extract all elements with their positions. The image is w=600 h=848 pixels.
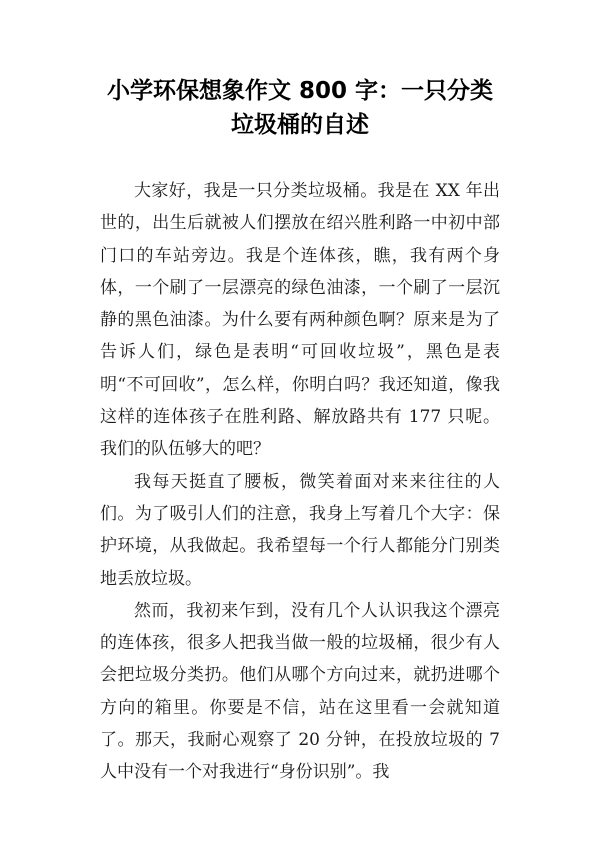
title-line-1: 小学环保想象作文 800 字：一只分类 bbox=[106, 78, 494, 104]
paragraph-3: 然而，我初来乍到，没有几个人认识我这个漂亮的连体孩，很多人把我当做一般的垃圾桶，很少有人会把垃圾分类扔。他们从哪个方向过来，就扔进哪个方向的箱里。你要是不信，站在这里看一会就知道了。那天，我耐心观察了 20 分钟，在投放垃圾的 7 人中没有一个对我进行“身份识别”。我 bbox=[100, 600, 500, 783]
page-title bbox=[90, 74, 510, 142]
paragraph-2: 我每天挺直了腰板，微笑着面对来来往往的人们。为了吸引人们的注意，我身上写着几个大字：保护环境，从我做起。我希望每一个行人都能分门别类地丢放垃圾。 bbox=[100, 471, 500, 589]
paragraph-1: 大家好，我是一只分类垃圾桶。我是在 XX 年出世的，出生后就被人们摆放在绍兴胜利路一中初中部门口的车站旁边。我是个连体孩，瞧，我有两个身体，一个刷了一层漂亮的绿色油漆，一个刷了一层沉静的黑色油漆。为什么要有两种颜色啊？原来是为了告诉人们，绿色是表明“可回收垃圾”，黑色是表明“不可回收”，怎么样，你明白吗？我还知道，像我这样的连体孩子在胜利路、解放路共有 177 只呢。我们的队伍够大的吧？ bbox=[100, 181, 500, 460]
article-body bbox=[100, 175, 500, 789]
title-line-2: 垃圾桶的自述 bbox=[231, 112, 369, 138]
